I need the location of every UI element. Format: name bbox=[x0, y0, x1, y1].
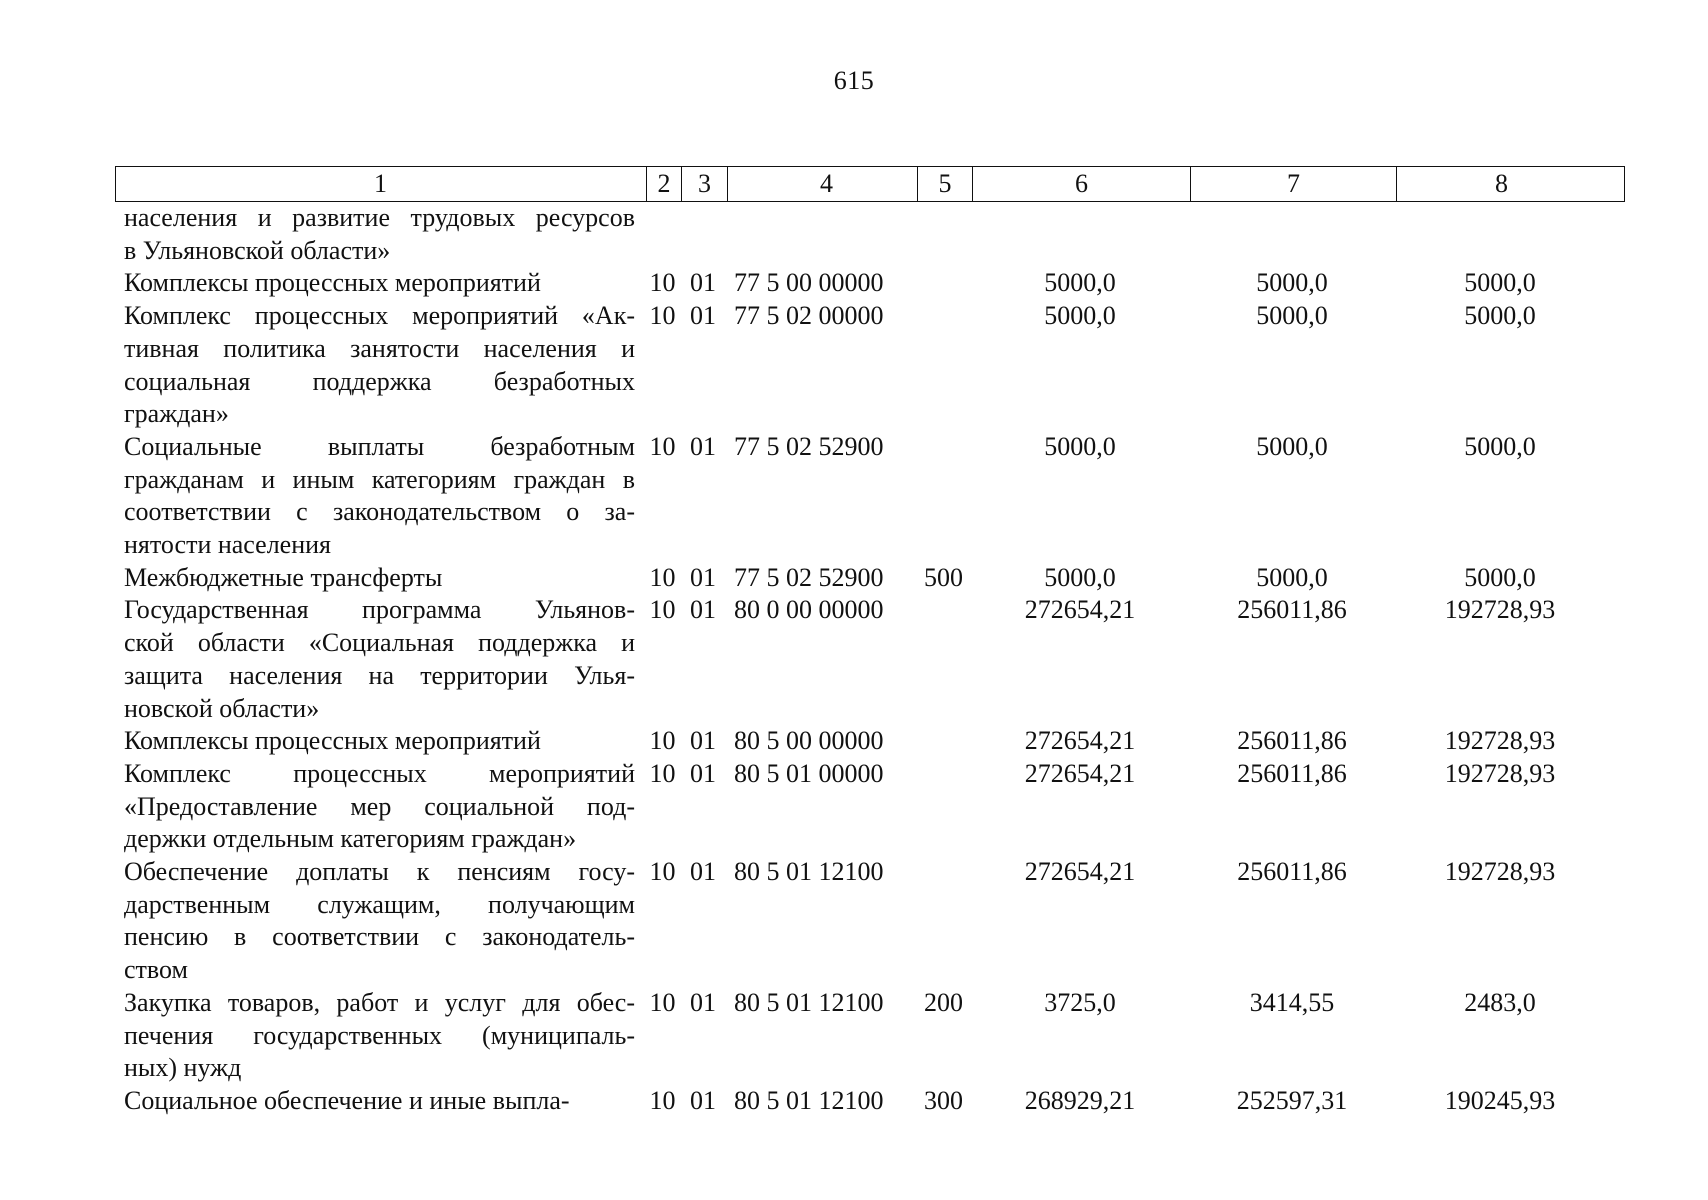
header-cell-7: 7 bbox=[1190, 167, 1396, 201]
description-line: Комплексы процессных мероприятий bbox=[124, 726, 541, 756]
subsection-code: 01 bbox=[690, 301, 716, 331]
amount-col-6: 5000,0 bbox=[1044, 301, 1116, 331]
table-row bbox=[115, 300, 1625, 431]
description-line: «Предоставление мер социальной под- bbox=[124, 791, 635, 821]
amount-col-7: 5000,0 bbox=[1256, 268, 1328, 298]
description-line: Комплексы процессных мероприятий bbox=[124, 268, 541, 298]
table-row bbox=[115, 725, 1625, 758]
amount-col-7: 256011,86 bbox=[1237, 595, 1347, 625]
target-article-code: 80 5 01 00000 bbox=[734, 758, 884, 788]
description-line: держки отдельным категориям граждан» bbox=[124, 824, 577, 854]
table-row bbox=[115, 856, 1625, 987]
target-article-code: 80 5 01 12100 bbox=[734, 1085, 884, 1115]
amount-col-6: 272654,21 bbox=[1024, 595, 1136, 625]
row-description bbox=[115, 267, 645, 300]
target-article-code: 77 5 02 00000 bbox=[734, 301, 884, 331]
description-line: новской области» bbox=[124, 693, 320, 723]
row-description bbox=[115, 758, 645, 856]
section-code: 10 bbox=[649, 758, 676, 788]
target-article-code: 77 5 02 52900 bbox=[734, 562, 884, 592]
description-line: защита населения на территории Улья- bbox=[124, 660, 635, 690]
header-cell-8: 8 bbox=[1396, 167, 1606, 201]
amount-col-7: 5000,0 bbox=[1256, 301, 1328, 331]
amount-col-8: 5000,0 bbox=[1464, 268, 1536, 298]
page-number: 615 bbox=[833, 66, 875, 95]
description-line: ных) нужд bbox=[124, 1053, 242, 1083]
row-description bbox=[115, 431, 645, 562]
description-line: тивная политика занятости населения и bbox=[124, 333, 635, 363]
amount-col-8: 190245,93 bbox=[1444, 1085, 1556, 1115]
header-cell-5: 5 bbox=[917, 167, 972, 201]
row-description bbox=[115, 300, 645, 431]
target-article-code: 77 5 02 52900 bbox=[734, 431, 884, 461]
subsection-code: 01 bbox=[690, 431, 716, 461]
amount-col-7: 3414,55 bbox=[1249, 987, 1335, 1017]
subsection-code: 01 bbox=[690, 857, 716, 887]
subsection-code: 01 bbox=[690, 758, 716, 788]
row-description bbox=[115, 856, 645, 987]
amount-col-8: 192728,93 bbox=[1444, 595, 1556, 625]
amount-col-8: 5000,0 bbox=[1464, 431, 1536, 461]
amount-col-6: 268929,21 bbox=[1024, 1085, 1136, 1115]
amount-col-8: 2483,0 bbox=[1464, 987, 1536, 1017]
subsection-code: 01 bbox=[690, 562, 716, 592]
amount-col-6: 272654,21 bbox=[1024, 758, 1136, 788]
row-description bbox=[115, 562, 645, 595]
description-line: ством bbox=[124, 955, 188, 985]
expense-type-code: 300 bbox=[924, 1085, 963, 1115]
description-line: Государственная программа Ульянов- bbox=[124, 595, 635, 625]
header-cell-3: 3 bbox=[681, 167, 727, 201]
budget-table bbox=[115, 166, 1625, 1118]
row-description bbox=[115, 987, 645, 1085]
table-row bbox=[115, 1085, 1625, 1118]
description-line: пенсию в соответствии с законодатель- bbox=[124, 922, 635, 952]
description-line: Комплекс процессных мероприятий «Ак- bbox=[124, 301, 635, 331]
amount-col-8: 5000,0 bbox=[1464, 562, 1536, 592]
amount-col-8: 192728,93 bbox=[1444, 857, 1556, 887]
expense-type-code: 200 bbox=[924, 987, 963, 1017]
subsection-code: 01 bbox=[690, 987, 716, 1017]
amount-col-8: 192728,93 bbox=[1444, 726, 1556, 756]
table-row bbox=[115, 987, 1625, 1085]
description-line: соответствии с законодательством о за- bbox=[124, 497, 635, 527]
table-row bbox=[115, 562, 1625, 595]
section-code: 10 bbox=[649, 268, 676, 298]
amount-col-6: 272654,21 bbox=[1024, 857, 1136, 887]
amount-col-6: 5000,0 bbox=[1044, 431, 1116, 461]
target-article-code: 80 5 01 12100 bbox=[734, 987, 884, 1017]
description-line: нятости населения bbox=[124, 530, 332, 560]
table-row bbox=[115, 758, 1625, 856]
target-article-code: 80 0 00 00000 bbox=[734, 595, 884, 625]
amount-col-7: 256011,86 bbox=[1237, 758, 1347, 788]
description-line: граждан» bbox=[124, 399, 229, 429]
section-code: 10 bbox=[649, 562, 676, 592]
section-code: 10 bbox=[649, 726, 676, 756]
section-code: 10 bbox=[649, 987, 676, 1017]
header-cell-2: 2 bbox=[646, 167, 681, 201]
amount-col-8: 5000,0 bbox=[1464, 301, 1536, 331]
description-line: населения и развитие трудовых ресурсов bbox=[124, 203, 635, 232]
subsection-code: 01 bbox=[690, 595, 716, 625]
description-line: социальная поддержка безработных bbox=[124, 366, 635, 396]
description-line: Социальное обеспечение и иные выпла- bbox=[124, 1085, 570, 1115]
description-line: Обеспечение доплаты к пенсиям госу- bbox=[124, 857, 635, 887]
description-line: Комплекс процессных мероприятий bbox=[124, 758, 635, 788]
amount-col-6: 5000,0 bbox=[1044, 268, 1116, 298]
table-row bbox=[115, 594, 1625, 725]
row-description bbox=[115, 1085, 645, 1118]
amount-col-8: 192728,93 bbox=[1444, 758, 1556, 788]
subsection-code: 01 bbox=[690, 268, 716, 298]
table-row bbox=[115, 202, 1625, 267]
amount-col-7: 5000,0 bbox=[1256, 431, 1328, 461]
description-line: Закупка товаров, работ и услуг для обес- bbox=[124, 987, 635, 1017]
expense-type-code: 500 bbox=[924, 562, 963, 592]
table-header bbox=[115, 166, 1625, 202]
description-line: в Ульяновской области» bbox=[124, 235, 391, 265]
amount-col-7: 252597,31 bbox=[1236, 1085, 1348, 1115]
table-row bbox=[115, 431, 1625, 562]
description-line: печения государственных (муниципаль- bbox=[124, 1020, 635, 1050]
header-cell-4: 4 bbox=[727, 167, 917, 201]
subsection-code: 01 bbox=[690, 726, 716, 756]
section-code: 10 bbox=[649, 595, 676, 625]
description-line: дарственным служащим, получающим bbox=[124, 889, 635, 919]
row-description bbox=[115, 202, 645, 267]
section-code: 10 bbox=[649, 857, 676, 887]
description-line: Межбюджетные трансферты bbox=[124, 562, 443, 592]
amount-col-7: 256011,86 bbox=[1237, 857, 1347, 887]
description-line: гражданам и иным категориям граждан в bbox=[124, 464, 635, 494]
amount-col-6: 272654,21 bbox=[1024, 726, 1136, 756]
section-code: 10 bbox=[649, 301, 676, 331]
target-article-code: 80 5 01 12100 bbox=[734, 857, 884, 887]
row-description bbox=[115, 725, 645, 758]
target-article-code: 80 5 00 00000 bbox=[734, 726, 884, 756]
amount-col-6: 3725,0 bbox=[1044, 987, 1116, 1017]
amount-col-7: 5000,0 bbox=[1256, 562, 1328, 592]
target-article-code: 77 5 00 00000 bbox=[734, 268, 884, 298]
section-code: 10 bbox=[649, 1085, 676, 1115]
row-description bbox=[115, 594, 645, 725]
header-cell-6: 6 bbox=[972, 167, 1190, 201]
table-row bbox=[115, 267, 1625, 300]
table-body bbox=[115, 202, 1625, 1118]
header-cell-1: 1 bbox=[374, 169, 387, 198]
description-line: Социальные выплаты безработным bbox=[124, 431, 635, 461]
subsection-code: 01 bbox=[690, 1085, 716, 1115]
section-code: 10 bbox=[649, 431, 676, 461]
amount-col-6: 5000,0 bbox=[1044, 562, 1116, 592]
description-line: ской области «Социальная поддержка и bbox=[124, 628, 635, 658]
amount-col-7: 256011,86 bbox=[1237, 726, 1347, 756]
